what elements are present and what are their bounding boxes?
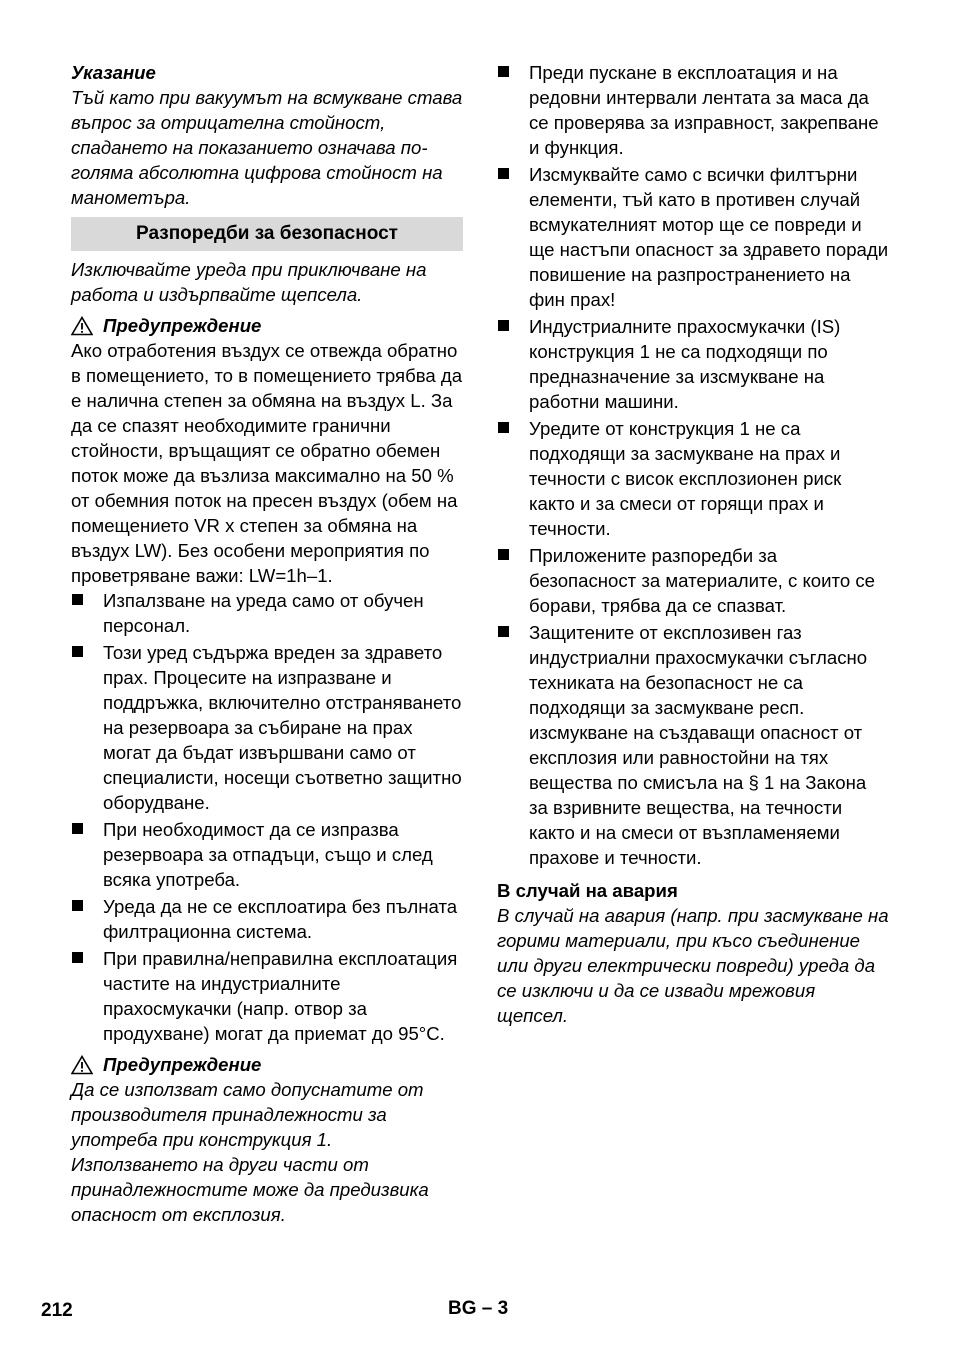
list-item: Индустриалните прахосмукачки (IS) конструкция 1 не са подходящи по предназначение за изсмукване на работни машини. bbox=[497, 314, 889, 414]
list-item: При правилна/неправилна експлоатация частите на индустриалните прахосмукачки (напр. отвор за продухване) могат да приемат до 95°C. bbox=[71, 946, 463, 1046]
warning-triangle-icon bbox=[71, 316, 93, 336]
list-item: Уредите от конструкция 1 не са подходящи за засмукване на прах и течности с висок експлозионен риск както и за смеси от горящи прах и течности. bbox=[497, 416, 889, 541]
square-bullet-icon bbox=[498, 626, 509, 637]
language-page-label: BG – 3 bbox=[448, 1298, 509, 1319]
warning-text-2: Да се използват само допуснатите от производителя принадлежности за употреба при конструкция 1. Използването на други части от принадлежностите може да предизвика опасност от експлозия. bbox=[71, 1079, 429, 1225]
square-bullet-icon bbox=[498, 66, 509, 77]
warning-heading-1 bbox=[71, 313, 463, 338]
left-column bbox=[71, 60, 463, 1227]
list-item: Приложените разпоредби за безопасност за материалите, с които се борави, трябва да се спазват. bbox=[497, 543, 889, 618]
page-number: 212 bbox=[41, 1300, 73, 1321]
square-bullet-icon bbox=[498, 320, 509, 331]
warning-text-1: Ако отработения въздух се отвежда обратно в помещението, то в помещението трябва да е налична степен за обмяна на въздух L. За да се спазят необходимите гранични стойности, връщащият се обратно обемен поток може да възлиза максимално на 50 % от обемния поток на пресен въздух (обем на помещението VR х степен за обмяна на въздух LW). Без особени мероприятия по проветряване важи: LW=1h–1. bbox=[71, 340, 463, 586]
warning-triangle-icon bbox=[71, 1055, 93, 1075]
intro-text: Изключвайте уреда при приключване на работа и издърпвайте щепсела. bbox=[71, 259, 427, 305]
square-bullet-icon bbox=[72, 952, 83, 963]
square-bullet-icon bbox=[498, 549, 509, 560]
note-title: Указание bbox=[71, 62, 156, 83]
square-bullet-icon bbox=[72, 594, 83, 605]
section-title: Разпоредби за безопасност bbox=[136, 223, 398, 244]
list-item: Уреда да не се експлоатира без пълната филтрационна система. bbox=[71, 894, 463, 944]
emergency-title: В случай на авария bbox=[497, 880, 678, 901]
section-heading-bar bbox=[71, 217, 463, 251]
right-bullet-list bbox=[497, 60, 889, 870]
square-bullet-icon bbox=[72, 823, 83, 834]
list-item: Изпалзване на уреда само от обучен персонал. bbox=[71, 588, 463, 638]
list-item: Този уред съдържа вреден за здравето прах. Процесите на изпразване и поддръжка, включително отстраняването на резервоара за събиране на прах могат да бъдат извършвани само от специалисти, носещи съответно защитно оборудване. bbox=[71, 640, 463, 815]
list-item: Защитените от експлозивен газ индустриални прахосмукачки съгласно техниката на безопасност не са подходящи за засмукване респ. изсмукване на създаващи опасност от експлозия или равностойни на тях вещества по смисъла на § 1 на Закона за взривните вещества, на течности както и на смеси от възпламеняеми прахове и течности. bbox=[497, 620, 889, 870]
square-bullet-icon bbox=[72, 900, 83, 911]
warning-heading-2 bbox=[71, 1052, 463, 1077]
list-item: При необходимост да се изпразва резервоара за отпадъци, също и след всяка употреба. bbox=[71, 817, 463, 892]
list-item: Преди пускане в експлоатация и на редовни интервали лентата за маса да се проверява за изправност, закрепване и функция. bbox=[497, 60, 889, 160]
warning-title-2: Предупреждение bbox=[103, 1054, 262, 1075]
warning-title-1: Предупреждение bbox=[103, 315, 262, 336]
square-bullet-icon bbox=[498, 168, 509, 179]
note-text: Тъй като при вакуумът на всмукване става въпрос за отрицателна стойност, спадането на показанието означава по-голяма абсолютна цифрова стойност на манометъра. bbox=[71, 87, 463, 208]
right-column bbox=[497, 60, 889, 1028]
square-bullet-icon bbox=[498, 422, 509, 433]
emergency-text: В случай на авария (напр. при засмукване на горими материали, при късо съединение или други електрически повреди) уреда да се изключи и да се извади мрежовия щепсел. bbox=[497, 905, 889, 1026]
list-item: Изсмуквайте само с всички филтърни елементи, тъй като в противен случай всмукателният мотор ще се повреди и ще настъпи опасност за здравето поради повишение на разпространението на фин прах! bbox=[497, 162, 889, 312]
left-bullet-list bbox=[71, 588, 463, 1046]
square-bullet-icon bbox=[72, 646, 83, 657]
